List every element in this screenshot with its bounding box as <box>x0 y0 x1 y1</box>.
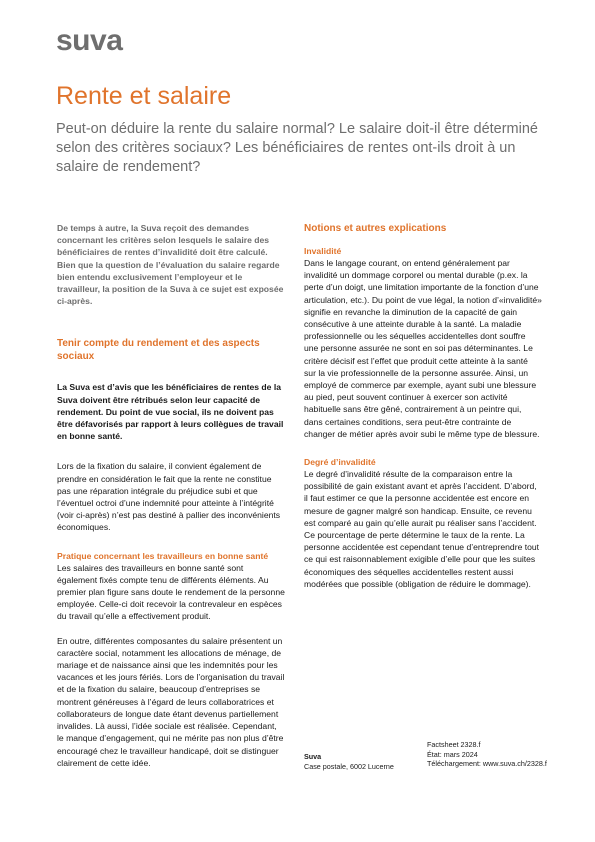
statement-paragraph: La Suva est d’avis que les bénéficiaires de rentes de la Suva doivent être rétribués selon leur capacité de rendement. Du point de vue social, ils ne doivent pas être défavorisés par rapport à leurs collègues de travail en bonne santé. <box>57 382 284 442</box>
footer-state: État: mars 2024 <box>427 749 478 759</box>
body-paragraph: Lors de la fixation du salaire, il convient également de prendre en considération le fait que la rente ne constitue pas une réparation intégrale du préjudice subi et que l’éventuel octroi d’une indemnité pour atteinte à l’intégrité (voir ci-après) n’est pas destiné à pallier des inconvénients économiques. <box>57 461 281 533</box>
footer-postal: Case postale, 6002 Lucerne <box>304 761 394 771</box>
right-column <box>304 222 542 602</box>
section-heading-rendement: Tenir compte du rendement et des aspects sociaux <box>57 338 260 363</box>
subheading-pratique: Pratique concernant les travailleurs en bonne santé <box>57 550 269 561</box>
footer-factsheet: Factsheet 2328.f <box>427 740 481 749</box>
subheading-invalidite: Invalidité <box>304 246 342 256</box>
subheading-degre-invalidite: Degré d’invalidité <box>304 457 376 468</box>
body-paragraph: Le degré d’invalidité résulte de la comparaison entre la possibilité de gain existant avant et après l’accident. D’abord, il faut estimer ce que la personne accidentée est encore en mesure de gagner malgré son handicap. Ensuite, ce revenu est comparé au gain qu’elle aurait pu réaliser sans l’accident. Ce pourcentage de perte détermine le taux de la rente. La personne accidentée est cependant tenue d’entreprendre tout ce qui est raisonnablement exigible d’elle pour que les suites économiques des séquelles accidentelles restent aussi modérées que possible (obligation de réduire le dommage). <box>304 469 540 589</box>
body-paragraph: Dans le langage courant, on entend généralement par invalidité un dommage corporel ou mental durable (p.ex. la perte d’un doigt, une limitation importante de la fonction d’une articulation, etc.). Du point de vue légal, la notion d’«invalidité» signifie en revanche la diminution de la capacité de gain consécutive à une atteinte durable à la santé. La maladie professionnelle ou les séquelles accidentelles dont souffre une personne assurée ne sont en soi pas déterminantes. Le critère décisif est l’effet que produit cette atteinte à la santé sur la vie professionnelle de la personne assurée. Ainsi, un employé de commerce par exemple, ayant subi une blessure au pied, peut souvent continuer à exercer son activité habituelle sans être gêné, contrairement à un peintre qui, dans certaines conditions, sera peut-être contrainte de changer de métier après avoir subi le même type de blessure. <box>304 258 542 439</box>
footer-address <box>304 752 394 771</box>
footer-org: Suva <box>304 752 322 761</box>
footer-download: Téléchargement: www.suva.ch/2328.f <box>427 759 547 768</box>
left-column <box>57 222 285 781</box>
suva-logo: suva <box>56 24 123 57</box>
page-title: Rente et salaire <box>56 82 232 110</box>
section-heading-notions: Notions et autres explications <box>304 223 447 234</box>
intro-paragraph: De temps à autre, la Suva reçoit des demandes concernant les critères selon lesquels le salaire des bénéficiaires de rentes d’invalidité doit être calculé. Bien que la question de l’évaluation du salaire regarde bien entendu exclusivement l’employeur et le travailleur, la position de la Suva à ce sujet est exposée ci-après. <box>57 223 284 307</box>
body-paragraph: En outre, différentes composantes du salaire présentent un caractère social, notamment les allocations de ménage, de mariage et de naissance ainsi que les indemnités pour les vacances et les jours fériés. Lors de l’organisation du travail et de la fixation du salaire, beaucoup d’entreprises se montrent généreuses à l’égard de leurs collaboratrices et collaborateurs de longue date étant devenus partiellement invalides. Là aussi, l’idée sociale est réalisée. Cependant, le manque d’engagement, qui ne mérite pas non plus d’être encouragé chez le travailleur handicapé, doit se distinguer clairement de cette idée. <box>57 635 285 768</box>
lead-paragraph: Peut-on déduire la rente du salaire normal? Le salaire doit-il être déterminé selon des critères sociaux? Les bénéficiaires de rentes ont-ils droit à un salaire de rendement? <box>56 121 538 175</box>
body-paragraph: Les salaires des travailleurs en bonne santé sont également fixés compte tenu de différents éléments. Au premier plan figure sans doute le rendement de la personne employée. Celle-ci doit recevoir la contrevaleur en espèces du travail qu’elle a effectivement produit. <box>57 562 285 622</box>
footer-meta <box>427 740 547 769</box>
